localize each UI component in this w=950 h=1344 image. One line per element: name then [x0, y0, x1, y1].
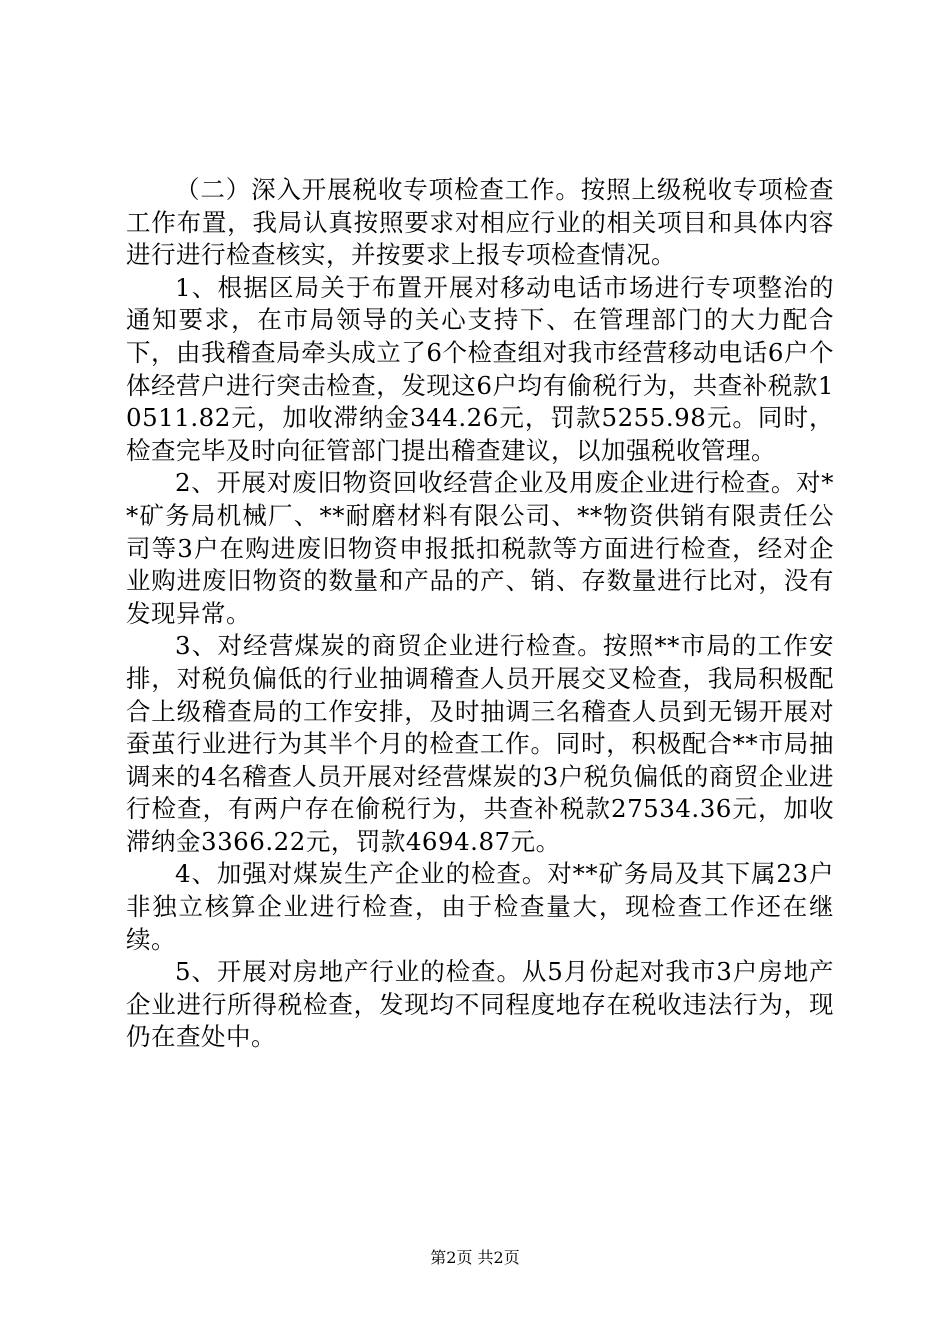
- document-body: [126, 174, 834, 1054]
- paragraph-item-4: 4、加强对煤炭生产企业的检查。对**矿务局及其下属23户非独立核算企业进行检查，由于检查量大，现检查工作还在继续。: [126, 859, 834, 954]
- paragraph-item-1: 1、根据区局关于布置开展对移动电话市场进行专项整治的通知要求，在市局领导的关心支持下、在管理部门的大力配合下，由我稽查局牵头成立了6个检查组对我市经营移动电话6户个体经营户进行突击检查，发现这6户均有偷税行为，共查补税款10511.82元，加收滞纳金344.26元，罚款5255.98元。同时，检查完毕及时向征管部门提出稽查建议，以加强税收管理。: [126, 272, 834, 465]
- paragraph-item-3: 3、对经营煤炭的商贸企业进行检查。按照**市局的工作安排，对税负偏低的行业抽调稽查人员开展交叉检查，我局积极配合上级稽查局的工作安排，及时抽调三名稽查人员到无锡开展对蚕茧行业进行为其半个月的检查工作。同时，积极配合**市局抽调来的4名稽查人员开展对经营煤炭的3户税负偏低的商贸企业进行检查，有两户存在偷税行为，共查补税款27534.36元，加收滞纳金3366.22元，罚款4694.87元。: [126, 631, 834, 856]
- paragraph-item-5: 5、开展对房地产行业的检查。从5月份起对我市3户房地产企业进行所得税检查，发现均不同程度地存在税收违法行为，现仍在查处中。: [126, 957, 834, 1052]
- page-footer: 第2页 共2页: [430, 1248, 520, 1267]
- paragraph-special-inspection: （二）深入开展税收专项检查工作。按照上级税收专项检查工作布置，我局认真按照要求对相应行业的相关项目和具体内容进行进行检查核实，并按要求上报专项检查情况。: [126, 175, 834, 270]
- paragraph-item-2: 2、开展对废旧物资回收经营企业及用废企业进行检查。对**矿务局机械厂、**耐磨材料有限公司、**物资供销有限责任公司等3户在购进废旧物资申报抵扣税款等方面进行检查，经对企业购进废旧物资的数量和产品的产、销、存数量进行比对，没有发现异常。: [126, 468, 834, 628]
